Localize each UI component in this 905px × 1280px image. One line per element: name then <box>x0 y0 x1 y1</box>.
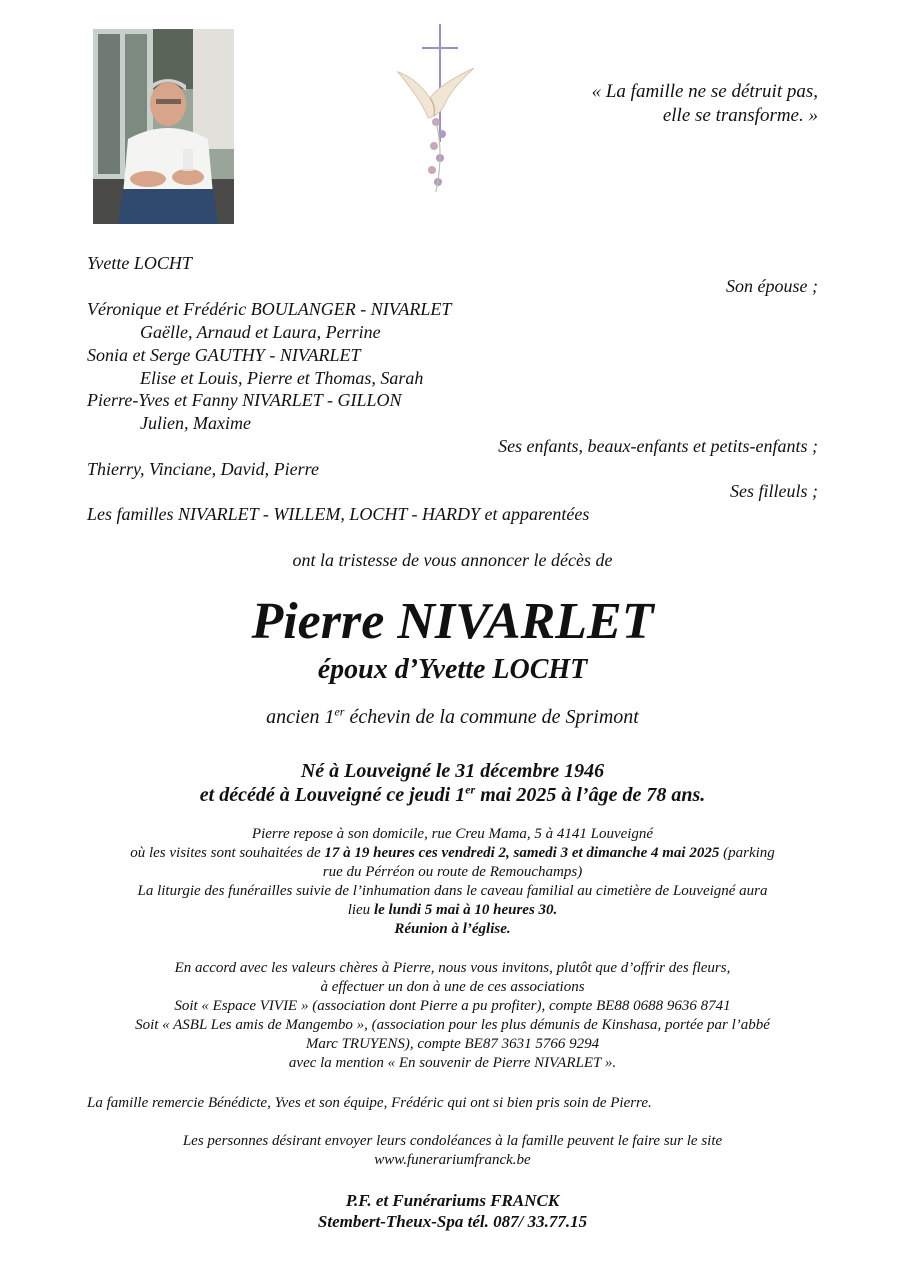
liturgy-date: le lundi 5 mai à 10 heures 30. <box>373 902 558 918</box>
donations-line-3: Soit « Espace VIVIE » (association dont Pierre a pu profiter), compte BE88 0688 9636 8741 <box>174 998 731 1014</box>
details-line-3: rue du Pérréon ou route de Remouchamps) <box>322 864 583 880</box>
visits-parking: (parking <box>719 845 775 861</box>
funeral-home-name: P.F. et Funérariums FRANCK <box>345 1191 560 1210</box>
details-line-1: Pierre repose à son domicile, rue Creu Mama, 5 à 4141 Louveigné <box>251 826 654 842</box>
donations-line-2: à effectuer un don à une de ces associations <box>320 979 585 995</box>
donations-line-4: Soit « ASBL Les amis de Mangembo », (association pour les plus démunis de Kinshasa, portée par l’abbé <box>135 1017 770 1033</box>
title-text: ancien 1 <box>266 706 335 728</box>
visits-text: où les visites sont souhaitées de <box>130 845 325 861</box>
title-sup: er <box>334 704 345 719</box>
death-text-end: mai 2025 à l’âge de 78 ans. <box>475 784 706 806</box>
details-line-2 <box>0 844 905 863</box>
child-2-kids: Elise et Louis, Pierre et Thomas, Sarah <box>140 368 424 388</box>
title-text-end: échevin de la commune de Sprimont <box>344 706 639 728</box>
funeral-home-address: Stembert-Theux-Spa tél. 087/ 33.77.15 <box>317 1212 588 1231</box>
godchildren-role: Ses filleuls ; <box>730 481 818 501</box>
condolences-line-1: Les personnes désirant envoyer leurs condoléances à la famille peuvent le faire sur le site <box>182 1133 723 1149</box>
birth-line: Né à Louveigné le 31 décembre 1946 <box>300 760 605 782</box>
deceased-spouse: époux d’Yvette LOCHT <box>317 654 588 685</box>
child-1-parents: Véronique et Frédéric BOULANGER - NIVARLET <box>87 299 452 319</box>
deceased-title <box>0 705 905 729</box>
thanks: La famille remercie Bénédicte, Yves et son équipe, Frédéric qui ont si bien pris soin de Pierre. <box>87 1095 652 1111</box>
cross-dove-emblem <box>390 22 480 202</box>
spouse-name: Yvette LOCHT <box>87 253 192 273</box>
quote-line-2: elle se transforme. » <box>662 105 818 126</box>
death-text: et décédé à Louveigné ce jeudi 1 <box>199 784 466 806</box>
child-3-kids: Julien, Maxime <box>140 413 251 433</box>
details-line-4: La liturgie des funérailles suivie de l’inhumation dans le caveau familial au cimetière de Louveigné aura <box>137 883 768 899</box>
deceased-name: Pierre NIVARLET <box>251 593 654 650</box>
spouse-role: Son épouse ; <box>726 276 818 296</box>
condolences-website[interactable]: www.funerariumfranck.be <box>374 1152 531 1168</box>
children-role: Ses enfants, beaux-enfants et petits-enfants ; <box>498 436 818 456</box>
child-2-parents: Sonia et Serge GAUTHY - NIVARLET <box>87 345 361 365</box>
quote-line-1: « La famille ne se détruit pas, <box>591 81 818 102</box>
quote <box>592 80 818 128</box>
death-sup: er <box>465 782 476 797</box>
deceased-photo <box>93 29 234 224</box>
announcement: ont la tristesse de vous annoncer le décès de <box>292 550 613 570</box>
child-1-kids: Gaëlle, Arnaud et Laura, Perrine <box>140 322 381 342</box>
details-line-5 <box>0 901 905 920</box>
details-line-6: Réunion à l’église. <box>394 921 511 937</box>
donations-line-6: avec la mention « En souvenir de Pierre NIVARLET ». <box>288 1055 617 1071</box>
visits-hours: 17 à 19 heures ces vendredi 2, samedi 3 et dimanche 4 mai 2025 <box>324 845 720 861</box>
liturgy-text: lieu <box>347 902 374 918</box>
donations-line-1: En accord avec les valeurs chères à Pierre, nous vous invitons, plutôt que d’offrir des fleurs, <box>174 960 731 976</box>
extended-families: Les familles NIVARLET - WILLEM, LOCHT - HARDY et apparentées <box>87 504 590 524</box>
death-line <box>0 783 905 807</box>
child-3-parents: Pierre-Yves et Fanny NIVARLET - GILLON <box>87 390 402 410</box>
donations-line-5: Marc TRUYENS), compte BE87 3631 5766 9294 <box>305 1036 600 1052</box>
godchildren: Thierry, Vinciane, David, Pierre <box>87 459 319 479</box>
